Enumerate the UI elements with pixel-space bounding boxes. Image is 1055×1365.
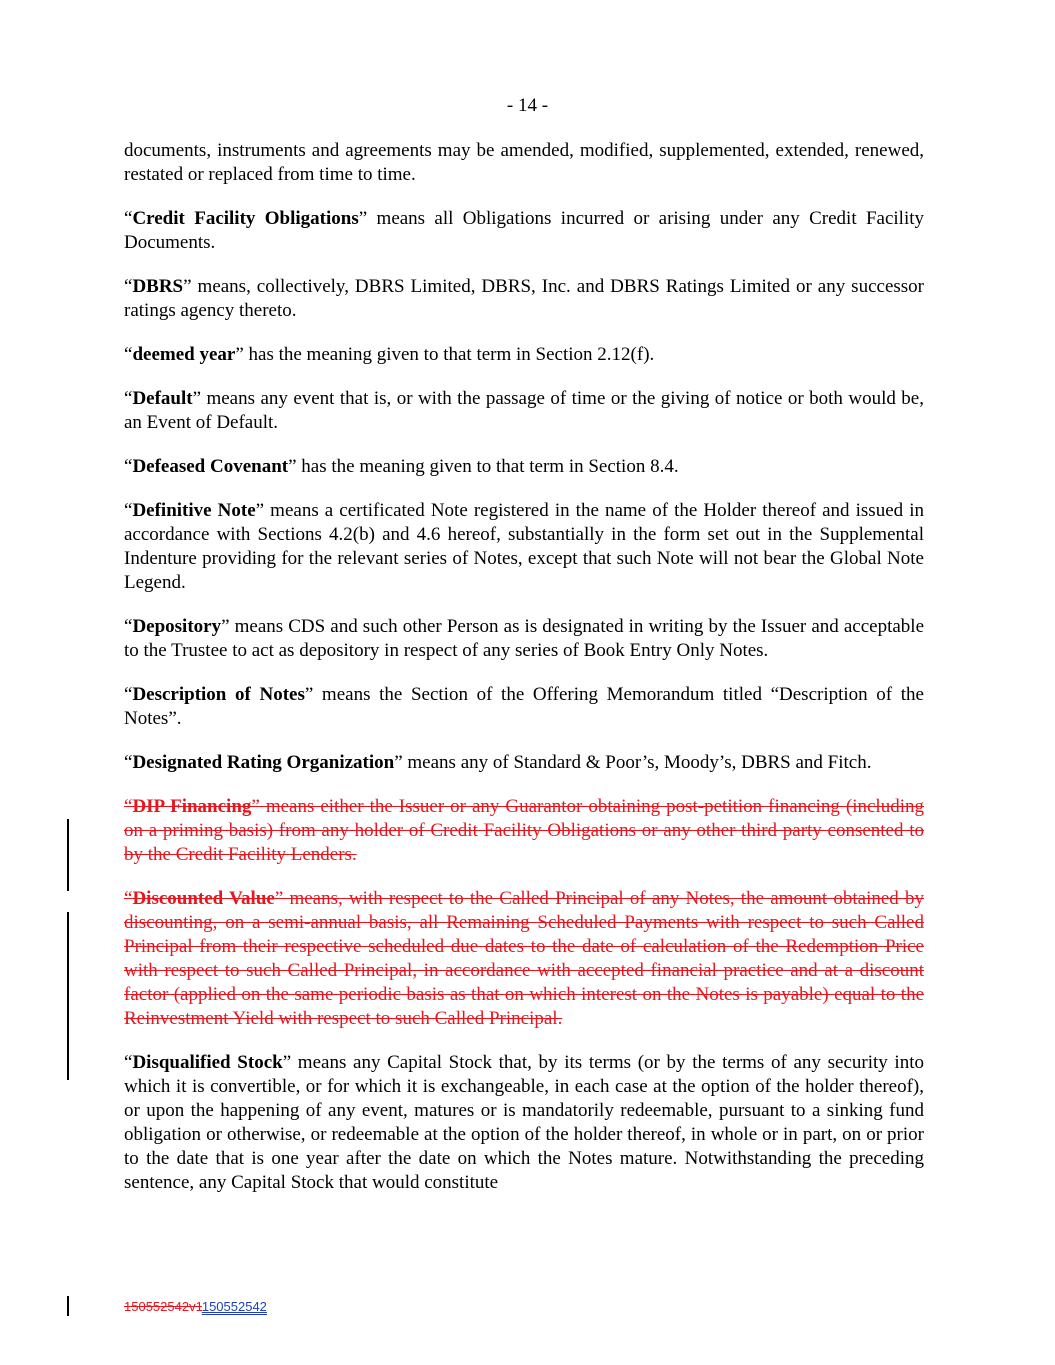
definition-designated-rating-organization: “Designated Rating Organization” means any of Standard & Poor’s, Moody’s, DBRS and Fitch. [124,752,872,773]
definition-text: ” means any of Standard & Poor’s, Moody’s, DBRS and Fitch. [394,752,872,773]
definition-text: ” means all Obligations incurred or arising under any Credit Facility Documents. [124,208,925,253]
definition-text: ” means any Capital Stock that, by its terms (or by the terms of any security into which it is convertible, or for which it is exchangeable, in each case at the option of the holder thereof), or upon the happening of any event, matures or is mandatorily redeemable, pursuant to a sinking fund obligation or otherwise, or redeemable at the option of the holder thereof, in whole or in part, on or prior to the date that is one year after the date on which the Notes mature. Notwithstanding the preceding sentence, any Capital Stock that would constitute [124,1052,924,1193]
definition-deemed-year: “deemed year” has the meaning given to that term in Section 2.12(f). [124,344,655,365]
definition-definitive-note: “Definitive Note” means a certificated Note registered in the name of the Holder thereof and issued in accordance with Sections 4.2(b) and 4.6 hereof, substantially in the form set out in the Supplemental Indenture providing for the relevant series of Notes, except that such Note will not bear the Global Note Legend. [124,500,924,593]
defined-term: Depository [132,616,222,637]
change-bar-discounted-value [67,912,69,1080]
defined-term: Discounted Value [132,888,275,909]
change-bar-footer [67,1296,69,1316]
definition-text: ” has the meaning given to that term in Section 8.4. [288,456,679,477]
definition-credit-facility-obligations: “Credit Facility Obligations” means all Obligations incurred or arising under any Credit Facility Documents. [124,208,925,253]
defined-term: Description of Notes [132,684,305,705]
definition-text: ” means, with respect to the Called Principal of any Notes, the amount obtained by discounting, on a semi-annual basis, all Remaining Scheduled Payments with respect to such Called Principal from their respective scheduled due dates to the date of calculation of the Redemption Price with respect to such Called Principal, in accordance with accepted financial practice and at a discount factor (applied on the same periodic basis as that on which interest on the Notes is payable) equal to the Reinvestment Yield with respect to such Called Principal. [124,888,925,1029]
inserted-document-id: 150552542 [201,1299,267,1314]
document-body [124,139,924,1215]
definition-text: ” has the meaning given to that term in Section 2.12(f). [235,344,655,365]
defined-term: Defeased Covenant [132,456,289,477]
definition-default: “Default” means any event that is, or with the passage of time or the giving of notice or both would be, an Event of Default. [124,388,924,433]
defined-term: Definitive Note [132,500,256,521]
change-bar-dip-financing [67,819,69,891]
document-id-footer [124,1299,267,1315]
definition-text: ” means the Section of the Offering Memorandum titled “Description of the Notes”. [124,684,924,729]
definition-text: ” means any event that is, or with the passage of time or the giving of notice or both would be, an Event of Default. [124,388,924,433]
definition-text: ” means a certificated Note registered in the name of the Holder thereof and issued in accordance with Sections 4.2(b) and 4.6 hereof, substantially in the form set out in the Supplemental Indenture providing for the relevant series of Notes, except that such Note will not bear the Global Note Legend. [124,500,924,593]
defined-term: Default [132,388,193,409]
paragraph-text: documents, instruments and agreements may be amended, modified, supplemented, extended, renewed, restated or replaced from time to time. [124,140,924,185]
defined-term: deemed year [132,344,236,365]
deleted-definition-dip-financing: “DIP Financing” means either the Issuer or any Guarantor obtaining post-petition financing (including on a priming basis) from any holder of Credit Facility Obligations or any other third party consented to by the Credit Facility Lenders. [124,796,924,865]
deleted-document-id: 150552542v1 [124,1299,202,1314]
definition-continuation [124,139,924,187]
definition-text: ” means CDS and such other Person as is designated in writing by the Issuer and acceptable to the Trustee to act as depository in respect of any series of Book Entry Only Notes. [124,616,924,661]
defined-term: Disqualified Stock [132,1052,283,1073]
definition-dbrs: “DBRS” means, collectively, DBRS Limited, DBRS, Inc. and DBRS Ratings Limited or any successor ratings agency thereto. [124,276,924,321]
page-number: - 14 - [506,95,549,116]
defined-term: Designated Rating Organization [132,752,395,773]
definition-text: ” means either the Issuer or any Guarantor obtaining post-petition financing (including on a priming basis) from any holder of Credit Facility Obligations or any other third party consented to by the Credit Facility Lenders. [124,796,924,865]
definition-disqualified-stock: “Disqualified Stock” means any Capital Stock that, by its terms (or by the terms of any security into which it is convertible, or for which it is exchangeable, in each case at the option of the holder thereof), or upon the happening of any event, matures or is mandatorily redeemable, pursuant to a sinking fund obligation or otherwise, or redeemable at the option of the holder thereof, in whole or in part, on or prior to the date that is one year after the date on which the Notes mature. Notwithstanding the preceding sentence, any Capital Stock that would constitute [124,1052,924,1193]
deleted-definition-discounted-value: “Discounted Value” means, with respect to the Called Principal of any Notes, the amount obtained by discounting, on a semi-annual basis, all Remaining Scheduled Payments with respect to such Called Principal from their respective scheduled due dates to the date of calculation of the Redemption Price with respect to such Called Principal, in accordance with accepted financial practice and at a discount factor (applied on the same periodic basis as that on which interest on the Notes is payable) equal to the Reinvestment Yield with respect to such Called Principal. [124,888,925,1029]
definition-defeased-covenant: “Defeased Covenant” has the meaning given to that term in Section 8.4. [124,456,679,477]
definition-description-of-notes: “Description of Notes” means the Section of the Offering Memorandum titled “Description of the Notes”. [124,684,924,729]
defined-term: Credit Facility Obligations [132,208,359,229]
defined-term: DBRS [132,276,184,297]
definition-depository: “Depository” means CDS and such other Person as is designated in writing by the Issuer and acceptable to the Trustee to act as depository in respect of any series of Book Entry Only Notes. [124,616,924,661]
definition-text: ” means, collectively, DBRS Limited, DBRS, Inc. and DBRS Ratings Limited or any successor ratings agency thereto. [124,276,924,321]
defined-term: DIP Financing [132,796,252,817]
